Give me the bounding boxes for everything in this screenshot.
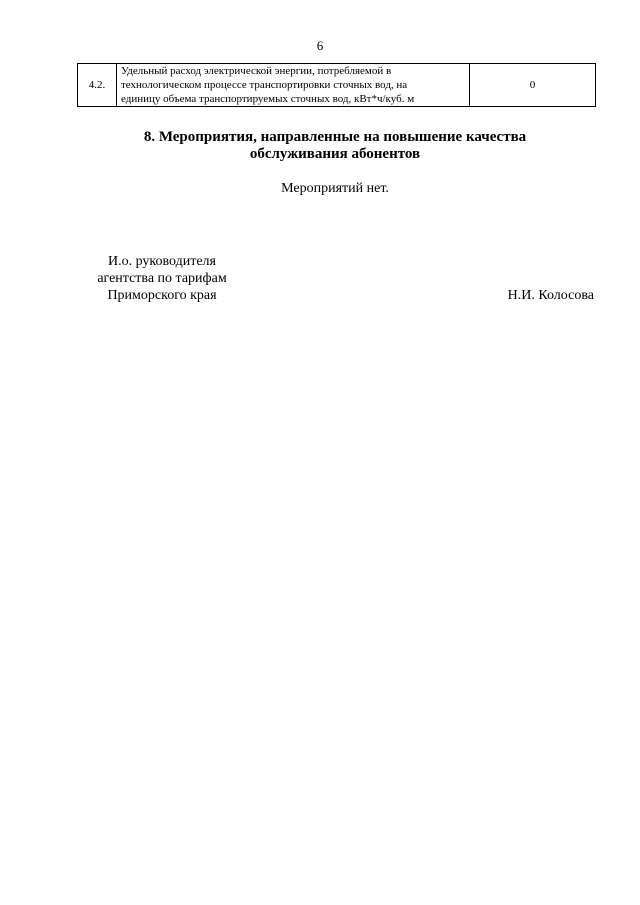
signer-role: [77, 253, 247, 304]
signer-role-line: И.о. руководителя: [107, 254, 216, 269]
signer-role-line: агентства по тарифам: [97, 271, 227, 286]
signer-role-line: Приморского края: [107, 288, 217, 303]
section-title-line: 8. Мероприятия, направленные на повышение качества: [143, 129, 527, 145]
section-title-line: обслуживания абонентов: [249, 146, 421, 162]
description-line: Удельный расход электрической энергии, потребляемой в: [121, 65, 392, 77]
row-value-cell: 0: [470, 64, 596, 107]
section-title: [0, 129, 640, 163]
row-number-cell: 4.2.: [78, 64, 117, 107]
indicators-table: [77, 63, 596, 107]
signer-name: Н.И. Колосова: [507, 288, 594, 303]
description-line: единицу объема транспортируемых сточных вод, кВт*ч/куб. м: [121, 93, 415, 105]
page-number: 6: [316, 38, 324, 53]
description-line: технологическом процессе транспортировки сточных вод, на: [121, 79, 408, 91]
section-body-text: Мероприятий нет.: [281, 181, 389, 196]
table-row: [78, 64, 596, 107]
row-description-cell: [117, 64, 470, 107]
